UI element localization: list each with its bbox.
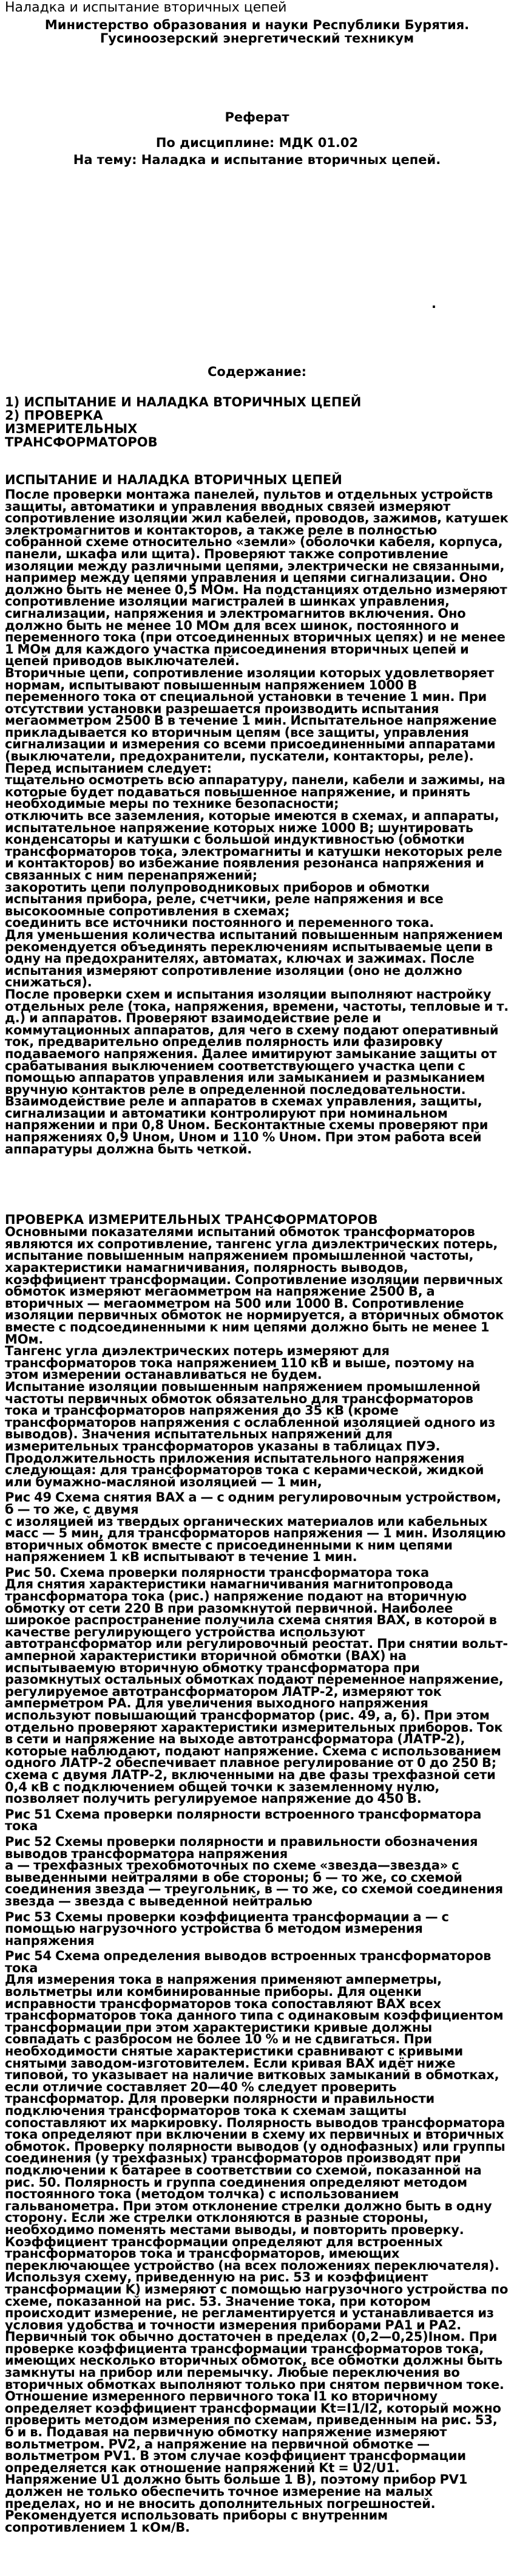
- s1-paragraph: Взаимодействие реле и аппаратов в схемах управления, защиты, сигнализации и автоматики контролируют при номинальном напряжении и при 0,8 Uном. Бесконтактные схемы проверяют при напряжениях 0,9 Uном, Uном и 110 % Uном. При этом работа всей аппаратуры должна быть четкой.: [5, 1094, 489, 1156]
- s2-paragraph: Напряжение U1 должно быть больше 1 В), поэтому прибор PV1 должен не только обеспечить точное измерение на малых пределах, но и не вносить дополнительных погрешностей. Рекомендуется использовать приборы с внутренним сопротивлением 1 кОм/В.: [5, 2472, 468, 2535]
- figure-caption: Рис 52 Схемы проверки полярности и правильности обозначения выводов трансформатора напряжения: [5, 1834, 478, 1861]
- s2-paragraph: а — трехфазных трехобмоточных по схеме «звезда—звезда» с выведенными нейтралями в обе стороны; б — то же, со схемой соединения звезда — треугольник, в — то же, со схемой соединения звезда — звезда с выведенной нейтралью: [5, 1858, 503, 1908]
- s1-paragraph: Вторичные цепи, сопротивление изоляции которых удовлетворяет нормам, испытывают повышенным напряжением 1000 В переменного тока от специальной установки в течение 1 мин. При отсутствии установки разрешается производить испытания мегаомметром 2500 В в течение 1 мин. Испытательное напряжение прикладывается ко вторичным цепям (все защиты, управления сигнализации и измерения со всеми присоединенными аппаратами (выключатели, предохранители, пускатели, контакторы, реле).: [5, 665, 497, 764]
- report-label: Реферат: [225, 110, 289, 125]
- discipline-line: По дисциплине: МДК 01.02: [155, 135, 359, 150]
- s2-paragraph: Тангенс угла диэлектрических потерь измеряют для трансформаторов тока напряжением 110 кВ и выше, поэтому на этом измерении останавливаться не будем.: [5, 1344, 475, 1382]
- s1-paragraph: закоротить цепи полупроводниковых приборов и обмотки испытания прибора, реле, счетчики, реле напряжения и все высокоомные сопротивления в схемах;: [5, 880, 444, 918]
- s2-paragraph: Испытание изоляции повышенным напряжением промышленной частоты первичных обмоток обязательно для трансформаторов тока и трансформаторов напряжения до 35 кВ (кроме трансформаторов напряжения с ослабленной изоляцией одного из выводов). Значения испытательных напряжений для измерительных трансформаторов указаны в таблицах ПУЭ. Продолжительность приложения испытательного напряжения следующая: для трансформаторов тока с керамической, жидкой или бумажно-масляной изоляцией — 1 мин,: [5, 1379, 496, 1489]
- figure-caption: Рис 50. Схема проверки полярности трансформатора тока: [5, 1565, 429, 1580]
- section1-heading: ИСПЫТАНИЕ И НАЛАДКА ВТОРИЧНЫХ ЦЕПЕЙ: [5, 473, 342, 487]
- figure-caption: Рис 54 Схема определения выводов встроенных трансформаторов тока: [5, 1949, 492, 1975]
- contents-label: Содержание:: [207, 364, 306, 379]
- college-line: Гусиноозерский энергетический техникум: [100, 31, 414, 46]
- s1-paragraph: тщательно осмотреть всю аппаратуру, панели, кабели и зажимы, на которые будет подаваться повышенное напряжение, и принять необходимые меры по технике безопасности;: [5, 773, 506, 811]
- toc-item-1[interactable]: 1) ИСПЫТАНИЕ И НАЛАДКА ВТОРИЧНЫХ ЦЕПЕЙ: [5, 395, 362, 409]
- s2-paragraph: с изоляцией из твердых органических материалов или кабельных масс — 5 мин, для трансформаторов напряжения — 1 мин. Изоляцию вторичных обмоток вместе с присоединенными к ним цепями напряжением 1 кВ испытывают в течение 1 мин.: [5, 1514, 506, 1565]
- figure-caption: Рис 53 Схемы проверки коэффициента трансформации а — с помощью нагрузочного устройства б методом измерения напряжения: [5, 1909, 449, 1948]
- section2-body: [5, 1226, 509, 2533]
- section1-body: [5, 489, 509, 1155]
- s2-paragraph: Коэффициент трансформации определяют для встроенных трансформаторов тока и трансформаторов, имеющих переключающее устройство (на всех положениях переключателя). Используя схему, приведенную на рис. 53 и коэффициент трансформации K) измеряют с помощью нагрузочного устройства по схеме, показанной на рис. 53. Значение тока, при котором происходит измерение, не регламентируется и устанавливается из условия удобства и точности измерения приборами РА1 и РА2. Первичный ток обычно достаточен в пределах (0,2—0,25)Iном. При проверке коэффициента трансформации трансформаторов тока, имеющих несколько вторичных обмоток, все обмотки должны быть замкнуты на прибор или перемычку. Любые переключения во вторичных обмотках выполняют только при снятом первичном токе.: [5, 2234, 509, 2392]
- figure-caption: Рис 51 Схема проверки полярности встроенного трансформатора тока: [5, 1806, 482, 1834]
- s1-paragraph: соединить все источники постоянного и переменного тока.: [5, 915, 434, 931]
- figure-caption: Рис 49 Схема снятия ВАХ а — с одним регулировочным устройством, б — то же, с двумя: [5, 1490, 501, 1517]
- ministry-line: Министерство образования и науки Республики Бурятия.: [44, 18, 470, 32]
- s2-paragraph: Отношение измеренного первичного тока I1 ко вторичному определяет коэффициент трансформации Kt=I1/I2, который можно проверить методом измерения по схемам, приведенным на рис. 53, б и в. Подавая на первичную обмотку напряжение измеряют вольтметром. PV2, а напряжение на первичной обмотке — вольтметром PV1. В этом случае коэффициент трансформации определяется как отношение напряжений Kt = U2/U1.: [5, 2389, 501, 2475]
- s2-paragraph: Для снятия характеристики намагничивания магнитопровода трансформатора тока (рис.) напряжение подают на вторичную обмотку от сети 220 В при разомкнутой первичной. Наиболее широкое распространение получила схема снятия ВАХ, в которой в качестве регулирующего устройства используют автотрансформатор или регулировочный реостат. При снятии вольт-амперной характеристики вторичной обмотки (ВАХ) на испытываемую вторичную обмотку трансформатора при разомкнутых остальных обмотках подают переменное напряжение, регулируемое автотрансформатором ЛАТР-2, измеряют ток амперметром РА. Для увеличения выходного напряжения используют повышающий трансформатор (рис. 49, а, б). При этом отдельно проверяют характеристики измерительных приборов. Ток в сети и напряжение на выходе автотрансформатора (ЛАТР-2), которые наблюдают, подают напряжение. Схема с использованием одного ЛАТР-2 обеспечивает плавное регулирование от 0 до 250 В; схема с двумя ЛАТР-2, включенными на две фазы трехфазной сети 0,4 кВ с подключением общей точки к заземленному нулю, позволяет получить регулируемое напряжение до 450 В.: [5, 1577, 508, 1806]
- s1-paragraph: Перед испытанием следует:: [5, 760, 212, 776]
- document-title: Наладка и испытание вторичных цепей: [5, 0, 287, 15]
- s2-paragraph: Основными показателями испытаний обмоток трансформаторов являются их сопротивление, тангенс угла диэлектрических потерь, испытание повышенным напряжением промышленной частоты, характеристики намагничивания, полярность выводов, коэффициент трансформации. Сопротивление изоляции первичных обмоток измеряют мегаомметром на напряжение 2500 В, а вторичных — мегаомметром на 500 или 1000 В. Сопротивление изоляции первичных обмоток не нормируется, а вторичных обмоток вместе с подсоединенными к ним цепями должно быть не менее 1 МОм.: [5, 1225, 504, 1347]
- dot-mark: .: [431, 296, 436, 311]
- topic-line: На тему: Наладка и испытание вторичных цепей.: [73, 152, 441, 167]
- s1-paragraph: Для уменьшения количества испытаний повышенным напряжением рекомендуется объединять переключениям испытываемые цепи в одну на предохранителях, автоматах, ключах и зажимах. После испытания измеряют сопротивление изоляции (оно не должно снижаться).: [5, 927, 503, 990]
- s1-paragraph: После проверки схем и испытания изоляции выполняют настройку отдельных реле (тока, напряжения, времени, частоты, тепловые и т. д.) и аппаратов. Проверяют взаимодействие реле и коммутационных аппаратов, для чего в схему подают оперативный ток, предварительно определив полярность или фазировку подаваемого напряжения. Далее имитируют замыкание защиты от срабатывания выключением соответствующего участка цепи с помощью аппаратов управления или замыканием и размыканием вручную контактов реле в определенной последовательности.: [5, 986, 509, 1097]
- toc-item-2[interactable]: 2) ПРОВЕРКА ИЗМЕРИТЕЛЬНЫХ ТРАНСФОРМАТОРОВ: [5, 408, 158, 449]
- s1-paragraph: отключить все заземления, которые имеются в схемах, и аппараты, испытательное напряжение которых ниже 1000 В; шунтировать конденсаторы и катушки с большой индуктивностью (обмотки трансформаторов тока, электромагниты и катушки некоторых реле и контакторов) во избежание появления резонанса напряжения и связанных с ним перенапряжений;: [5, 808, 502, 883]
- section2-heading: ПРОВЕРКА ИЗМЕРИТЕЛЬНЫХ ТРАНСФОРМАТОРОВ: [5, 1212, 378, 1228]
- s2-paragraph: Для измерения тока в напряжения применяют амперметры, вольтметры или комбинированные приборы. Для оценки исправности трансформаторов тока сопоставляют ВАХ всех трансформаторов тока данного типа с одинаковым коэффициентом трансформации при этом характеристики кривые должны совпадать с разбросом не более 10 % и не сдвигаться. При необходимости снятые характеристики сравнивают с кривыми снятыми заводом-изготовителем. Если кривая ВАХ идёт ниже типовой, то указывает на наличие витковых замыканий в обмотках, если отличие составляет 20—40 % следует проверить трансформатор. Для проверки полярности и правильности подключения трансформаторов тока к схемам защиты сопоставляют их маркировку. Полярность выводов трансформатора тока определяют при включении в схему их первичных и вторичных обмоток. Проверку полярности выводов (у однофазных) или группы соединения (у трехфазных) трансформаторов производят при подключении к батарее в соответствии со схемой, показанной на рис. 50. Полярность и группа соединения определяют методом постоянного тока (методом толчка) с использованием гальванометра. При этом отклонение стрелки должно быть в одну сторону. Если же стрелки отклоняются в разные стороны, необходимо поменять местами выводы, и повторить проверку.: [5, 1972, 506, 2237]
- s1-paragraph: После проверки монтажа панелей, пультов и отдельных устройств защиты, автоматики и управления вводных связей измеряют сопротивление изоляции жил кабелей, проводов, зажимов, катушек электромагнитов и контакторов, а также реле в полностью собранной схеме относительно «земли» (оболочки кабеля, корпуса, панели, шкафа или щита). Проверяют также сопротивление изоляции между различными цепями, электрически не связанными, например между цепями управления и цепями сигнализации. Оно должно быть не менее 0,5 МОм. На подстанциях отдельно измеряют сопротивление изоляции магистралей в шинках управления, сигнализации, напряжения и электромагнитов включения. Оно должно быть не менее 10 МОм для всех шинок, постоянного и переменного тока (при отсоединенных вторичных цепях) и не менее 1 МОм для каждого участка присоединения вторичных цепей и цепей приводов выключателей.: [5, 487, 509, 669]
